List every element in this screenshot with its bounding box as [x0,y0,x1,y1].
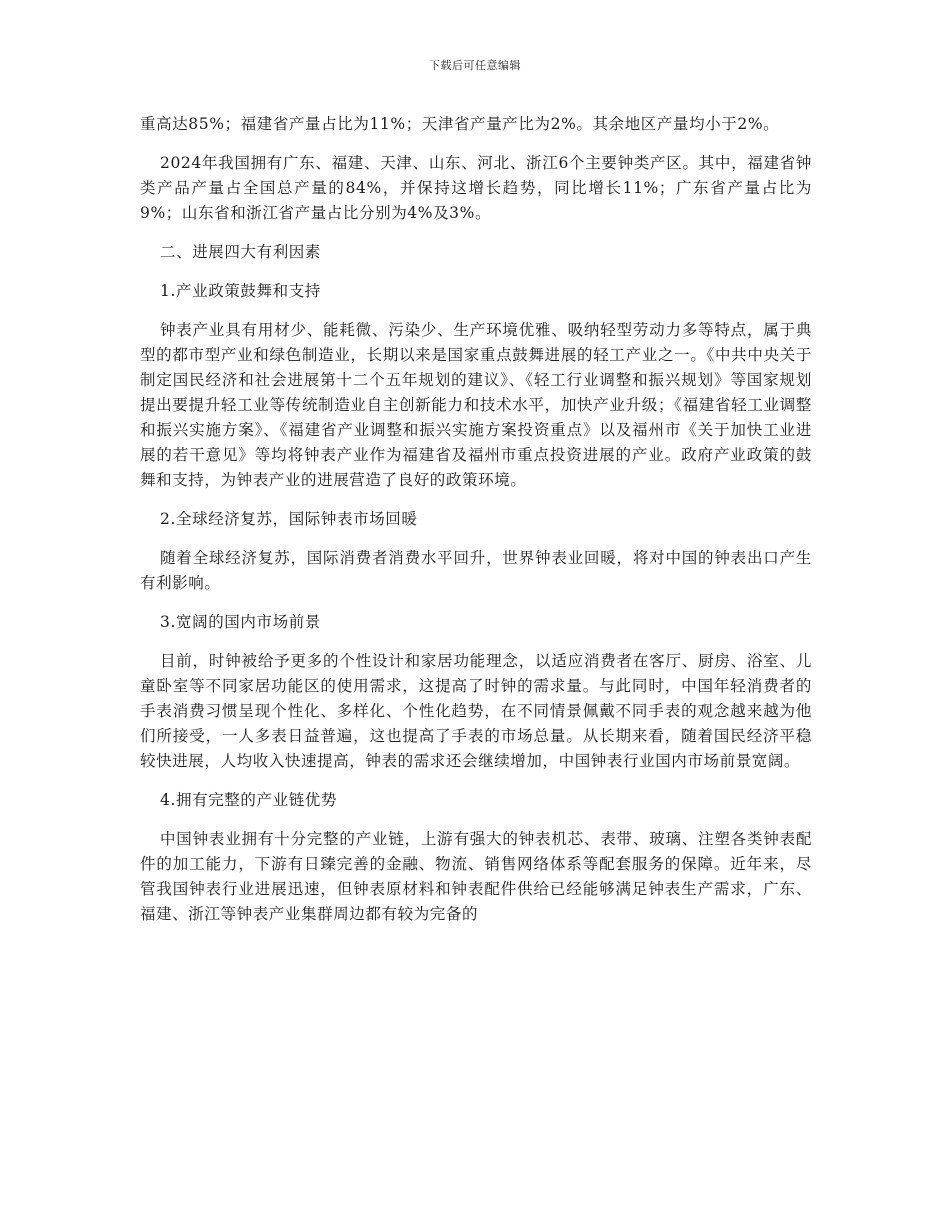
section-heading: 二、进展四大有利因素 [160,243,322,261]
paragraph-global-recovery: 随着全球经济复苏，国际消费者消费水平回升，世界钟表业回暖，将对中国的钟表出口产生有利影响。 [140,549,812,592]
page-header: 下载后可任意编辑 [429,59,521,72]
paragraph-2024-production-regions: 2024年我国拥有广东、福建、天津、山东、河北、浙江6个主要钟类产区。其中，福建省钟类产品产量占全国总产量的84%，并保持这增长趋势，同比增长11%；广东省产量占比为9%；山东省和浙江省产量占比分别为4%及3%。 [140,154,812,222]
subheading-global-recovery: 2.全球经济复苏，国际钟表市场回暖 [160,510,418,528]
document-body [140,112,812,941]
subheading-domestic-market: 3.宽阔的国内市场前景 [160,613,321,631]
paragraph-policy-support: 钟表产业具有用材少、能耗微、污染少、生产环境优雅、吸纳轻型劳动力多等特点，属于典型的都市型产业和绿色制造业，长期以来是国家重点鼓舞进展的轻工产业之一。《中共中央关于制定国民经济和社会进展第十二个五年规划的建议》、《轻工行业调整和振兴规划》等国家规划提出要提升轻工业等传统制造业自主创新能力和技术水平，加快产业升级；《福建省轻工业调整和振兴实施方案》、《福建省产业调整和振兴实施方案投资重点》以及福州市《关于加快工业进展的若干意见》等均将钟表产业作为福建省及福州市重点投资进展的产业。政府产业政策的鼓舞和支持，为钟表产业的进展营造了良好的政策环境。 [140,321,812,489]
paragraph-domestic-market: 目前，时钟被给予更多的个性设计和家居功能理念，以适应消费者在客厅、厨房、浴室、儿童卧室等不同家居功能区的使用需求，这提高了时钟的需求量。与此同时，中国年轻消费者的手表消费习惯呈现个性化、多样化、个性化趋势，在不同情景佩戴不同手表的观念越来越为他们所接受，一人多表日益普遍，这也提高了手表的市场总量。从长期来看，随着国民经济平稳较快进展，人均收入快速提高，钟表的需求还会继续增加，中国钟表行业国内市场前景宽阔。 [140,652,812,770]
subheading-industry-chain: 4.拥有完整的产业链优势 [160,791,337,809]
paragraph-production-share-continued: 重高达85%；福建省产量占比为11%；天津省产量产比为2%。其余地区产量均小于2%。 [140,115,780,133]
paragraph-industry-chain: 中国钟表业拥有十分完整的产业链，上游有强大的钟表机芯、表带、玻璃、注塑各类钟表配件的加工能力，下游有日臻完善的金融、物流、销售网络体系等配套服务的保障。近年来，尽管我国钟表行业进展迅速，但钟表原材料和钟表配件供给已经能够满足钟表生产需求，广东、福建、浙江等钟表产业集群周边都有较为完备的 [140,830,812,923]
subheading-policy-support: 1.产业政策鼓舞和支持 [160,282,321,300]
